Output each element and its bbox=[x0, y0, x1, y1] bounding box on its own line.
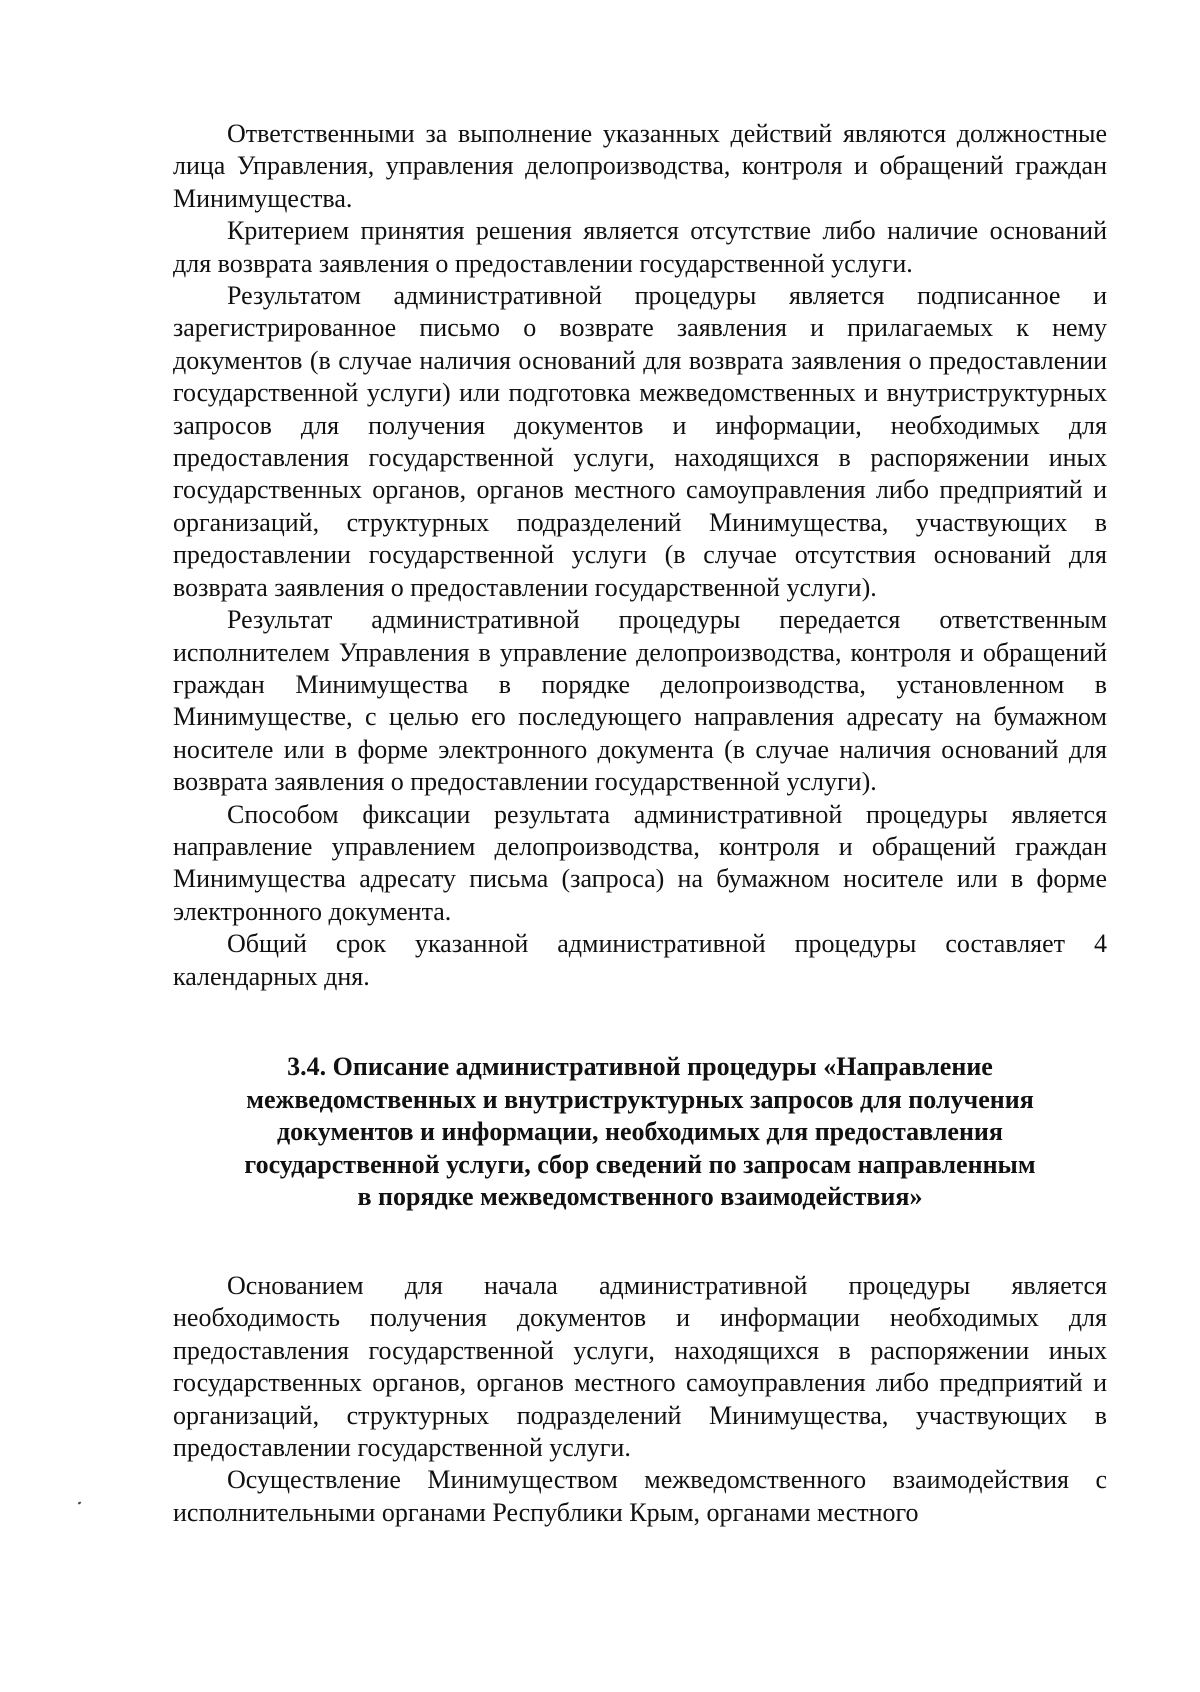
section-heading-line: в порядке межведомственного взаимодействия» bbox=[357, 1182, 923, 1212]
scan-speck bbox=[78, 1501, 82, 1504]
paragraph-procedure-result: Результатом административной процедуры является подписанное и зарегистрированное письмо о возврате заявления и прилагаемых к нему документов (в случае наличия оснований для возврата заявления о предоставлении государственной услуги) или подготовка межведомственных и внутриструктурных запросов для получения документов и информации, необходимых для предоставления государственной услуги, находящихся в распоряжении иных государственных органов, органов местного самоуправления либо предприятий и организаций, структурных подразделений Минимущества, участвующих в предоставлении государственной услуги (в случае отсутствия оснований для возврата заявления о предоставлении государственной услуги). bbox=[173, 281, 1107, 602]
section-heading-3-4 bbox=[173, 1051, 1107, 1214]
paragraph-interaction: Осуществление Минимуществом межведомственного взаимодействия с исполнительными органами Республики Крым, органами местного bbox=[173, 1465, 1107, 1527]
paragraph-fixation-method: Способом фиксации результата административной процедуры является направление управлением делопроизводства, контроля и обращений граждан Минимущества адресату письма (запроса) на бумажном носителе или в форме электронного документа. bbox=[173, 799, 1107, 926]
section-heading-line: 3.4. Описание административной процедуры «Направление bbox=[287, 1051, 993, 1081]
paragraph-total-term: Общий срок указанной административной процедуры составляет 4 календарных дня. bbox=[173, 929, 1107, 991]
paragraph-responsible-persons: Ответственными за выполнение указанных действий являются должностные лица Управления, управления делопроизводства, контроля и обращений граждан Минимущества. bbox=[173, 119, 1107, 213]
document-body bbox=[173, 118, 1107, 1529]
paragraph-procedure-basis: Основанием для начала административной процедуры является необходимость получения документов и информации необходимых для предоставления государственной услуги, находящихся в распоряжении иных государственных органов, органов местного самоуправления либо предприятий и организаций, структурных подразделений Минимущества, участвующих в предоставлении государственной услуги. bbox=[173, 1270, 1107, 1462]
section-heading-line: государственной услуги, сбор сведений по запросам направленным bbox=[244, 1149, 1036, 1179]
section-heading-line: документов и информации, необходимых для предоставления bbox=[277, 1117, 1003, 1147]
paragraph-decision-criterion: Критерием принятия решения является отсутствие либо наличие оснований для возврата заявления о предоставлении государственной услуги. bbox=[173, 216, 1107, 278]
section-heading-line: межведомственных и внутриструктурных запросов для получения bbox=[246, 1084, 1034, 1114]
paragraph-result-transfer: Результат административной процедуры передается ответственным исполнителем Управления в управление делопроизводства, контроля и обращений граждан Минимущества в порядке делопроизводства, установленном в Минимуществе, с целью его последующего направления адресату на бумажном носителе или в форме электронного документа (в случае наличия оснований для возврата заявления о предоставлении государственной услуги). bbox=[173, 605, 1107, 797]
